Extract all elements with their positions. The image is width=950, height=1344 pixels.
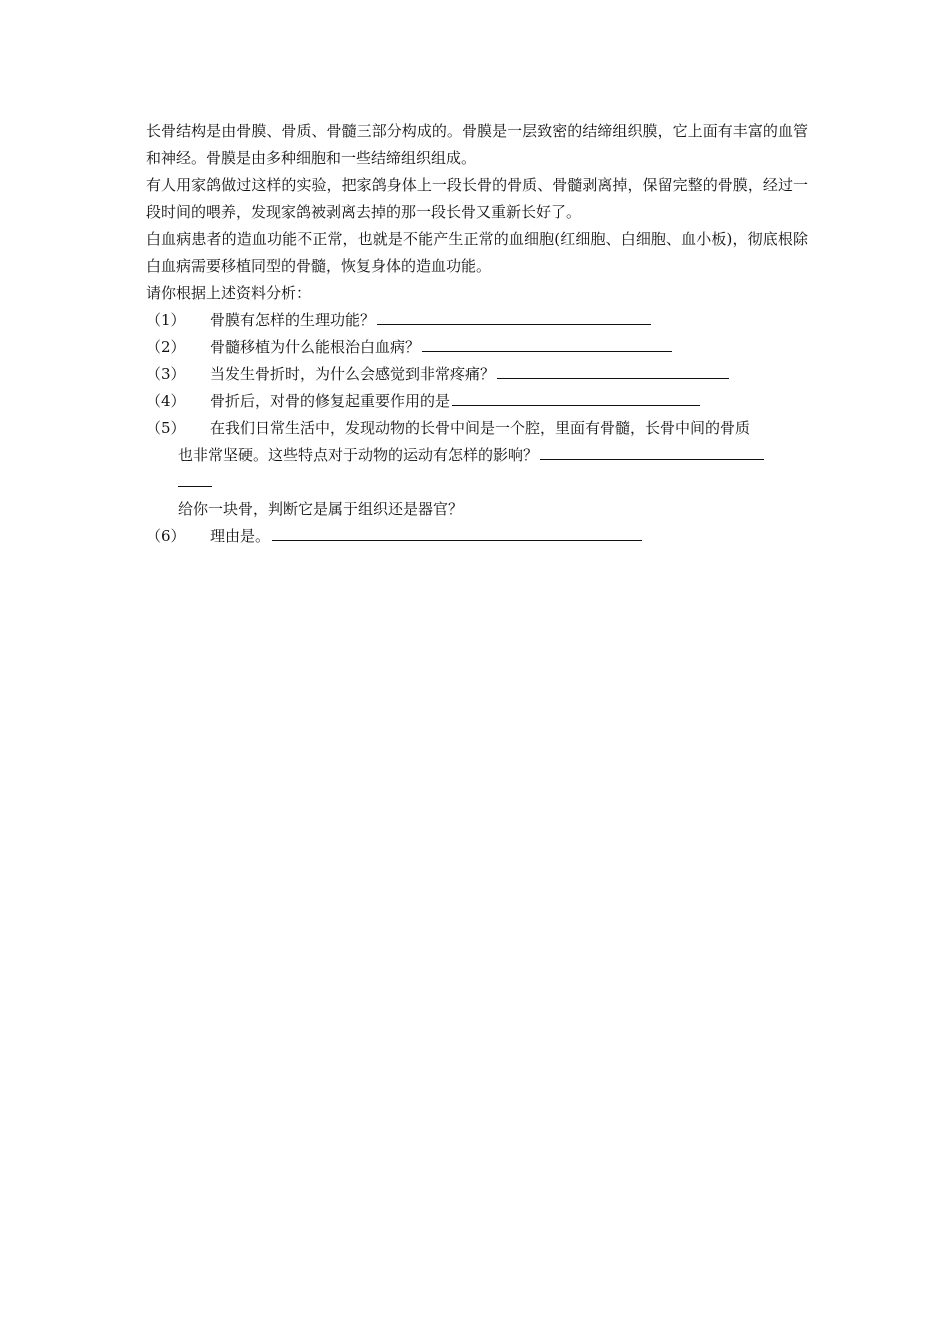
question-1 xyxy=(146,307,808,334)
question-2 xyxy=(146,334,808,361)
question-number: （3） xyxy=(146,365,186,383)
question-text-line-2: 也非常坚硬。这些特点对于动物的运动有怎样的影响？ xyxy=(178,446,539,464)
analysis-prompt: 请你根据上述资料分析： xyxy=(146,284,312,302)
question-number: （5） xyxy=(146,419,186,437)
passage-paragraph-2: 有人用家鸽做过这样的实验，把家鸽身体上一段长骨的骨质、骨髓剥离掉，保留完整的骨膜，经过一段时间的喂养，发现家鸽被剥离去掉的那一段长骨又重新长好了。 xyxy=(146,176,808,221)
question-text: 骨膜有怎样的生理功能？ xyxy=(210,311,376,329)
worksheet xyxy=(146,118,808,550)
answer-blank[interactable] xyxy=(377,308,651,325)
question-number: （6） xyxy=(146,527,186,545)
question-3 xyxy=(146,361,808,388)
passage-paragraph-1: 长骨结构是由骨膜、骨质、骨髓三部分构成的。骨膜是一层致密的结缔组织膜，它上面有丰富的血管和神经。骨膜是由多种细胞和一些结缔组织组成。 xyxy=(146,122,808,167)
question-text: 骨折后，对骨的修复起重要作用的是 xyxy=(210,392,451,410)
question-5 xyxy=(146,415,808,496)
question-text: 骨髓移植为什么能根治白血病？ xyxy=(210,338,421,356)
question-number: （1） xyxy=(146,311,186,329)
answer-blank[interactable] xyxy=(497,362,729,379)
answer-blank[interactable] xyxy=(540,443,764,460)
answer-blank[interactable] xyxy=(452,389,700,406)
answer-blank-continuation[interactable] xyxy=(178,470,212,487)
question-number: （4） xyxy=(146,392,186,410)
answer-blank[interactable] xyxy=(272,524,642,541)
question-text: 理由是。 xyxy=(210,527,271,545)
question-text-line-1: 在我们日常生活中，发现动物的长骨中间是一个腔，里面有骨髓，长骨中间的骨质 xyxy=(210,419,751,437)
question-number: （2） xyxy=(146,338,186,356)
answer-blank[interactable] xyxy=(422,335,672,352)
question-4 xyxy=(146,388,808,415)
question-6 xyxy=(146,523,808,550)
question-text: 当发生骨折时，为什么会感觉到非常疼痛？ xyxy=(210,365,496,383)
organ-question: 给你一块骨，判断它是属于组织还是器官？ xyxy=(178,500,464,518)
passage-paragraph-3: 白血病患者的造血功能不正常，也就是不能产生正常的血细胞(红细胞、白细胞、血小板)，彻底根除白血病需要移植同型的骨髓，恢复身体的造血功能。 xyxy=(146,230,808,275)
